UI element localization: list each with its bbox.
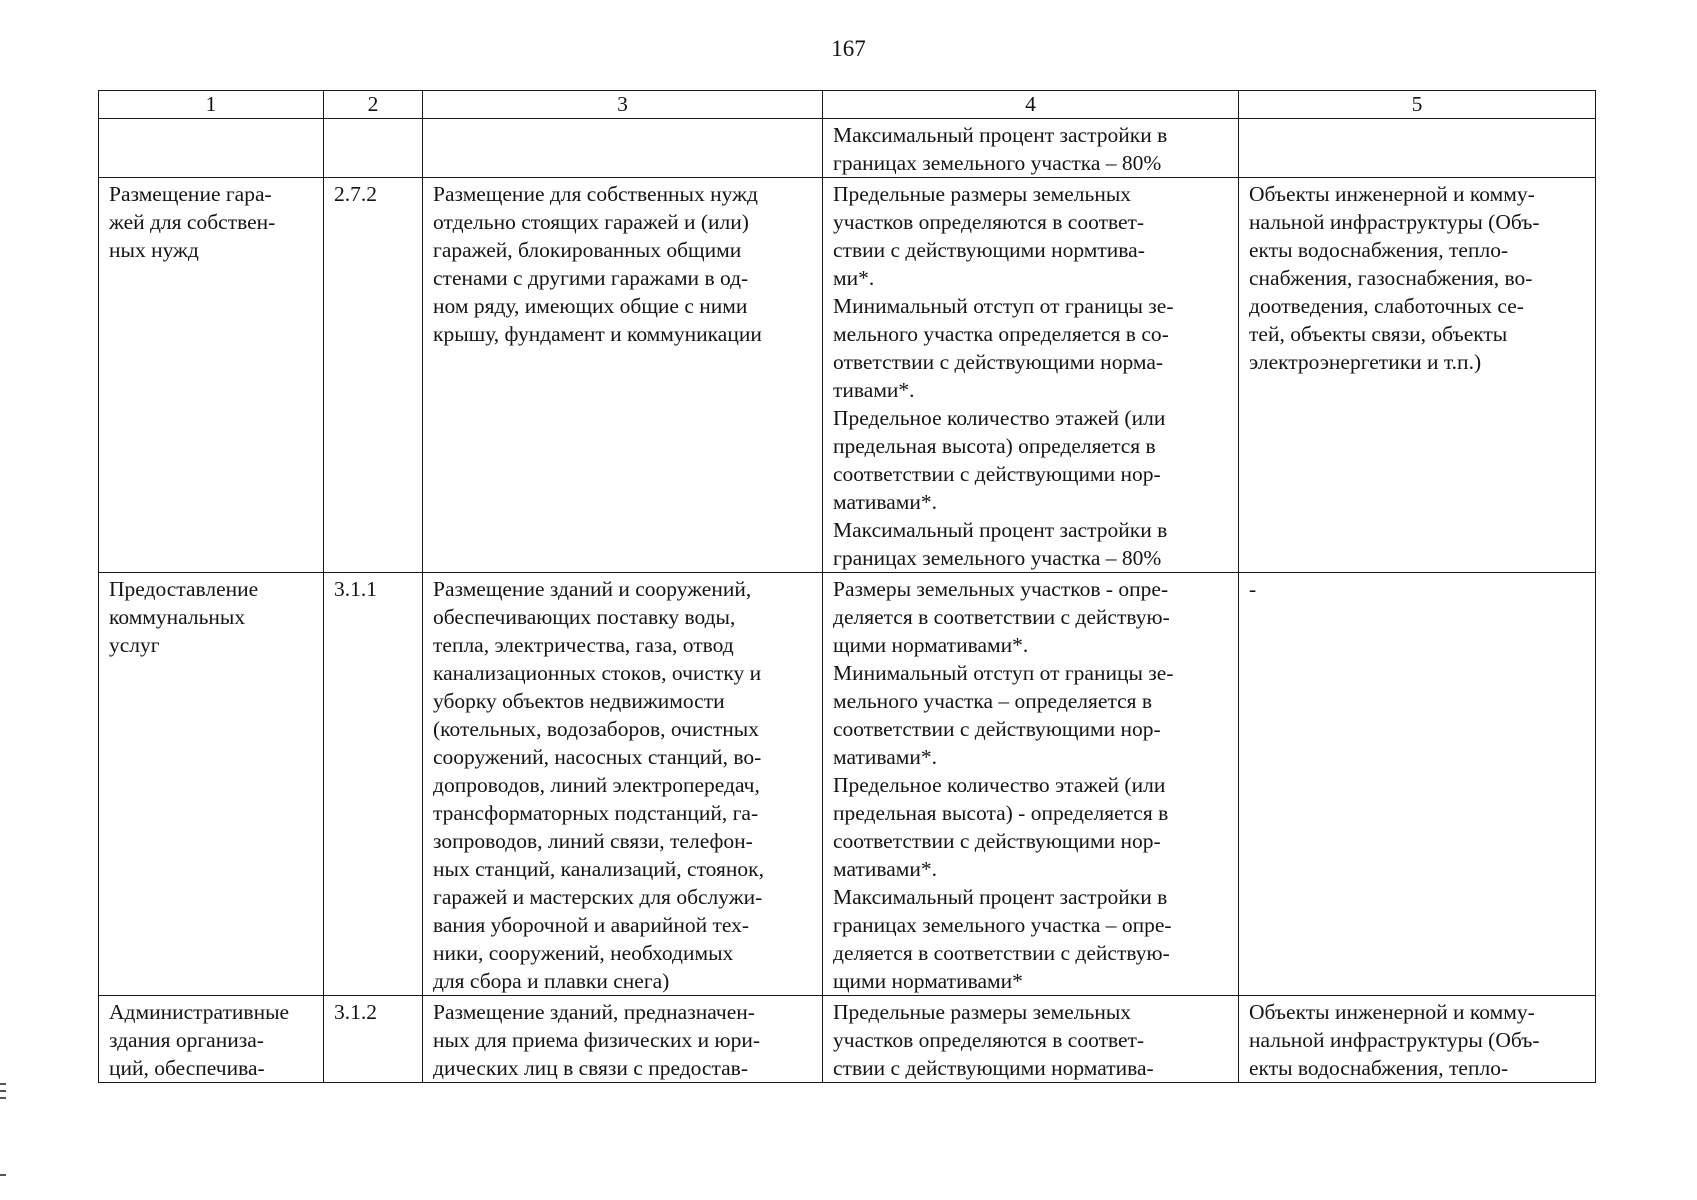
header-cell-5: 5 [1239,91,1596,119]
header-cell-4: 4 [823,91,1239,119]
header-cell-3: 3 [423,91,823,119]
parameters-cell: Предельные размеры земельных участков определяются в соответ- ствии с действующими нормтива- ми*. Минимальный отступ от границы зе- мельного участка определяется в со- ответствии с действующими норма- тивами*. Предельное количество этажей (или предельная высота) определяется в соответствии с действующими нор- мативами*. Максимальный процент застройки в границах земельного участка – 80% [823,178,1239,573]
parameters-cell: Максимальный процент застройки в границах земельного участка – 80% [823,119,1239,178]
scan-margin-mark [0,1083,6,1085]
auxiliary-use-cell [1239,119,1596,178]
auxiliary-use-cell: Объекты инженерной и комму- нальной инфраструктуры (Объ- екты водоснабжения, тепло- снабжения, газоснабжения, во- доотведения, слаботочных се- тей, объекты связи, объекты электроэнергетики и т.п.) [1239,178,1596,573]
parameters-cell: Размеры земельных участков - опре- деляется в соответствии с действую- щими нормативами*. Минимальный отступ от границы зе- мельного участка – определяется в соответствии с действующими нор- мативами*. Предельное количество этажей (или предельная высота) - определяется в соответствии с действующими нор- мативами*. Максимальный процент застройки в границах земельного участка – опре- деляется в соответствии с действую- щими нормативами* [823,573,1239,996]
use-description-cell: Размещение зданий и сооружений, обеспечивающих поставку воды, тепла, электричества, газа, отвод канализационных стоков, очистку и уборку объектов недвижимости (котельных, водозаборов, очистных сооружений, насосных станций, во- допроводов, линий электропередач, трансформаторных подстанций, га- зопроводов, линий связи, телефон- ных станций, канализаций, стоянок, гаражей и мастерских для обслужи- вания уборочной и аварийной тех- ники, сооружений, необходимых для сбора и плавки снега) [423,573,823,996]
use-description-cell [423,119,823,178]
use-name-cell: Предоставление коммунальных услуг [99,573,324,996]
use-code-cell: 2.7.2 [324,178,423,573]
use-code-cell [324,119,423,178]
scan-margin-mark [0,1090,6,1092]
scan-margin-mark [0,1097,6,1099]
table-row [99,996,1596,1083]
use-name-cell: Размещение гара- жей для собствен- ных нужд [99,178,324,573]
header-cell-2: 2 [324,91,423,119]
use-code-cell: 3.1.2 [324,996,423,1083]
table-header-row [99,91,1596,119]
table-row [99,119,1596,178]
table-row [99,573,1596,996]
use-name-cell [99,119,324,178]
use-description-cell: Размещение для собственных нужд отдельно стоящих гаражей и (или) гаражей, блокированных общими стенами с другими гаражами в од- ном ряду, имеющих общие с ними крышу, фундамент и коммуникации [423,178,823,573]
table-row [99,178,1596,573]
header-cell-1: 1 [99,91,324,119]
parameters-cell: Предельные размеры земельных участков определяются в соответ- ствии с действующими норматива- [823,996,1239,1083]
auxiliary-use-cell: Объекты инженерной и комму- нальной инфраструктуры (Объ- екты водоснабжения, тепло- [1239,996,1596,1083]
page-number: 167 [831,36,866,61]
auxiliary-use-cell: - [1239,573,1596,996]
use-description-cell: Размещение зданий, предназначен- ных для приема физических и юри- дических лиц в связи с предостав- [423,996,823,1083]
scan-margin-mark [0,1174,6,1176]
use-code-cell: 3.1.1 [324,573,423,996]
zoning-table [98,90,1596,1083]
use-name-cell: Административные здания организа- ций, обеспечива- [99,996,324,1083]
